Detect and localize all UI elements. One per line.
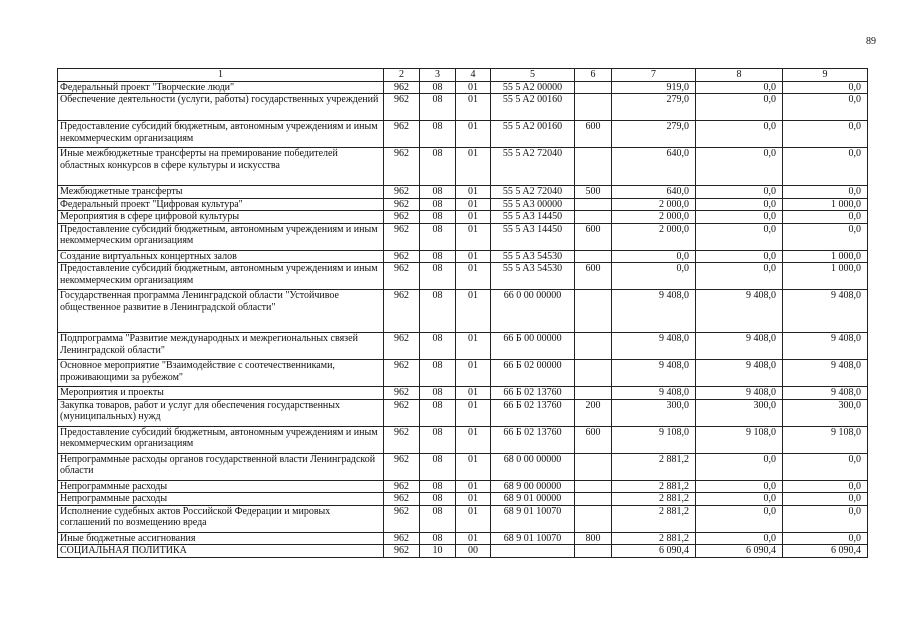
- code-expense-type: 600: [575, 121, 612, 148]
- row-name: Мероприятия и проекты: [58, 387, 384, 400]
- code-expense-type: [575, 81, 612, 94]
- amount-year-2: 0,0: [696, 493, 783, 506]
- amount-year-3: 0,0: [783, 532, 868, 545]
- code-subsection: 01: [456, 360, 491, 387]
- code-ved: 962: [384, 263, 420, 290]
- code-ved: 962: [384, 94, 420, 121]
- row-name: Непрограммные расходы: [58, 493, 384, 506]
- amount-year-3: 0,0: [783, 480, 868, 493]
- code-expense-type: [575, 94, 612, 121]
- code-target: 55 5 A3 54530: [491, 250, 575, 263]
- amount-year-1: 300,0: [612, 399, 696, 426]
- amount-year-2: 0,0: [696, 148, 783, 186]
- table-row: [58, 223, 868, 250]
- code-section: 08: [420, 94, 456, 121]
- table-row: [58, 121, 868, 148]
- code-expense-type: 600: [575, 263, 612, 290]
- amount-year-3: 0,0: [783, 148, 868, 186]
- amount-year-3: 0,0: [783, 94, 868, 121]
- table-row: [58, 480, 868, 493]
- code-expense-type: [575, 493, 612, 506]
- code-target: 68 9 01 10070: [491, 505, 575, 532]
- code-target: 55 5 A3 14450: [491, 211, 575, 224]
- code-ved: 962: [384, 493, 420, 506]
- table-row: [58, 94, 868, 121]
- code-target: 55 5 A3 00000: [491, 198, 575, 211]
- amount-year-1: 9 408,0: [612, 333, 696, 360]
- amount-year-1: 279,0: [612, 94, 696, 121]
- column-header: 5: [491, 69, 575, 82]
- amount-year-3: 0,0: [783, 121, 868, 148]
- column-header: 3: [420, 69, 456, 82]
- amount-year-3: 6 090,4: [783, 545, 868, 558]
- amount-year-2: 9 108,0: [696, 426, 783, 453]
- code-expense-type: [575, 148, 612, 186]
- table-row: [58, 532, 868, 545]
- code-section: 08: [420, 453, 456, 480]
- amount-year-1: 9 408,0: [612, 360, 696, 387]
- amount-year-1: 0,0: [612, 250, 696, 263]
- code-expense-type: 600: [575, 426, 612, 453]
- code-expense-type: [575, 290, 612, 333]
- row-name: Федеральный проект "Цифровая культура": [58, 198, 384, 211]
- code-section: 08: [420, 505, 456, 532]
- amount-year-2: 0,0: [696, 480, 783, 493]
- code-target: 55 5 A2 72040: [491, 186, 575, 199]
- code-subsection: 01: [456, 211, 491, 224]
- row-name: Предоставление субсидий бюджетным, автономным учреждениям и иным некоммерческим организациям: [58, 121, 384, 148]
- code-ved: 962: [384, 333, 420, 360]
- row-name: Подпрограмма "Развитие международных и межрегиональных связей Ленинградской области": [58, 333, 384, 360]
- code-section: 08: [420, 121, 456, 148]
- amount-year-1: 2 881,2: [612, 453, 696, 480]
- page-number: 89: [866, 36, 876, 47]
- code-expense-type: [575, 198, 612, 211]
- table-row: [58, 81, 868, 94]
- code-expense-type: [575, 505, 612, 532]
- table-row: [58, 148, 868, 186]
- code-ved: 962: [384, 545, 420, 558]
- code-target: 66 0 00 00000: [491, 290, 575, 333]
- code-section: 08: [420, 263, 456, 290]
- code-subsection: 00: [456, 545, 491, 558]
- row-name: СОЦИАЛЬНАЯ ПОЛИТИКА: [58, 545, 384, 558]
- amount-year-3: 300,0: [783, 399, 868, 426]
- code-subsection: 01: [456, 94, 491, 121]
- code-section: 08: [420, 198, 456, 211]
- amount-year-1: 6 090,4: [612, 545, 696, 558]
- code-expense-type: 200: [575, 399, 612, 426]
- amount-year-2: 0,0: [696, 532, 783, 545]
- row-name: Непрограммные расходы: [58, 480, 384, 493]
- code-section: 08: [420, 360, 456, 387]
- code-ved: 962: [384, 480, 420, 493]
- code-target: 68 9 00 00000: [491, 480, 575, 493]
- code-target: 55 5 A2 00160: [491, 94, 575, 121]
- code-ved: 962: [384, 290, 420, 333]
- table-row: [58, 290, 868, 333]
- code-target: 66 Б 00 00000: [491, 333, 575, 360]
- code-section: 08: [420, 333, 456, 360]
- code-subsection: 01: [456, 532, 491, 545]
- code-subsection: 01: [456, 121, 491, 148]
- amount-year-3: 1 000,0: [783, 263, 868, 290]
- code-ved: 962: [384, 223, 420, 250]
- code-ved: 962: [384, 121, 420, 148]
- code-section: 08: [420, 532, 456, 545]
- table-row: [58, 198, 868, 211]
- row-name: Предоставление субсидий бюджетным, автономным учреждениям и иным некоммерческим организациям: [58, 223, 384, 250]
- code-target: 68 9 01 10070: [491, 532, 575, 545]
- code-target: 68 9 01 00000: [491, 493, 575, 506]
- amount-year-2: 0,0: [696, 505, 783, 532]
- row-name: Иные межбюджетные трансферты на премирование победителей областных конкурсов в сфере культуры и искусства: [58, 148, 384, 186]
- amount-year-2: 9 408,0: [696, 290, 783, 333]
- amount-year-3: 0,0: [783, 186, 868, 199]
- amount-year-1: 2 000,0: [612, 198, 696, 211]
- row-name: Непрограммные расходы органов государственной власти Ленинградской области: [58, 453, 384, 480]
- row-name: Создание виртуальных концертных залов: [58, 250, 384, 263]
- code-subsection: 01: [456, 250, 491, 263]
- amount-year-3: 9 408,0: [783, 387, 868, 400]
- row-name: Федеральный проект "Творческие люди": [58, 81, 384, 94]
- code-expense-type: [575, 360, 612, 387]
- amount-year-3: 9 408,0: [783, 333, 868, 360]
- code-ved: 962: [384, 148, 420, 186]
- amount-year-1: 9 408,0: [612, 290, 696, 333]
- amount-year-1: 640,0: [612, 186, 696, 199]
- column-number-row: [58, 69, 868, 82]
- code-expense-type: 500: [575, 186, 612, 199]
- code-target: 68 0 00 00000: [491, 453, 575, 480]
- amount-year-1: 2 000,0: [612, 211, 696, 224]
- code-subsection: 01: [456, 263, 491, 290]
- code-target: [491, 545, 575, 558]
- code-expense-type: [575, 480, 612, 493]
- code-section: 08: [420, 211, 456, 224]
- amount-year-1: 919,0: [612, 81, 696, 94]
- code-expense-type: 800: [575, 532, 612, 545]
- code-ved: 962: [384, 198, 420, 211]
- code-expense-type: 600: [575, 223, 612, 250]
- amount-year-1: 2 881,2: [612, 532, 696, 545]
- amount-year-2: 6 090,4: [696, 545, 783, 558]
- code-target: 55 5 A3 14450: [491, 223, 575, 250]
- row-name: Мероприятия в сфере цифровой культуры: [58, 211, 384, 224]
- code-ved: 962: [384, 399, 420, 426]
- code-ved: 962: [384, 505, 420, 532]
- column-header: 4: [456, 69, 491, 82]
- amount-year-1: 2 881,2: [612, 493, 696, 506]
- amount-year-2: 0,0: [696, 186, 783, 199]
- amount-year-3: 0,0: [783, 211, 868, 224]
- code-subsection: 01: [456, 148, 491, 186]
- code-target: 55 5 A2 00160: [491, 121, 575, 148]
- amount-year-3: 9 408,0: [783, 360, 868, 387]
- amount-year-2: 9 408,0: [696, 387, 783, 400]
- row-name: Предоставление субсидий бюджетным, автономным учреждениям и иным некоммерческим организациям: [58, 263, 384, 290]
- amount-year-2: 0,0: [696, 250, 783, 263]
- table-row: [58, 426, 868, 453]
- code-section: 08: [420, 81, 456, 94]
- table-row: [58, 493, 868, 506]
- amount-year-1: 2 000,0: [612, 223, 696, 250]
- code-subsection: 01: [456, 426, 491, 453]
- amount-year-2: 0,0: [696, 81, 783, 94]
- amount-year-1: 2 881,2: [612, 505, 696, 532]
- amount-year-2: 0,0: [696, 94, 783, 121]
- amount-year-1: 0,0: [612, 263, 696, 290]
- amount-year-3: 0,0: [783, 81, 868, 94]
- amount-year-3: 0,0: [783, 223, 868, 250]
- code-target: 66 Б 02 13760: [491, 399, 575, 426]
- code-subsection: 01: [456, 387, 491, 400]
- code-ved: 962: [384, 186, 420, 199]
- row-name: Межбюджетные трансферты: [58, 186, 384, 199]
- budget-table: [57, 68, 868, 558]
- amount-year-3: 0,0: [783, 505, 868, 532]
- code-subsection: 01: [456, 480, 491, 493]
- code-section: 08: [420, 148, 456, 186]
- amount-year-1: 9 108,0: [612, 426, 696, 453]
- row-name: Основное мероприятие "Взаимодействие с соотечественниками, проживающими за рубежом": [58, 360, 384, 387]
- code-ved: 962: [384, 532, 420, 545]
- row-name: Закупка товаров, работ и услуг для обеспечения государственных (муниципальных) нужд: [58, 399, 384, 426]
- code-ved: 962: [384, 453, 420, 480]
- row-name: Обеспечение деятельности (услуги, работы) государственных учреждений: [58, 94, 384, 121]
- column-header: 2: [384, 69, 420, 82]
- code-subsection: 01: [456, 493, 491, 506]
- amount-year-2: 300,0: [696, 399, 783, 426]
- code-target: 66 Б 02 00000: [491, 360, 575, 387]
- code-target: 55 5 A2 72040: [491, 148, 575, 186]
- code-section: 08: [420, 250, 456, 263]
- amount-year-1: 279,0: [612, 121, 696, 148]
- code-subsection: 01: [456, 453, 491, 480]
- code-expense-type: [575, 250, 612, 263]
- table-row: [58, 211, 868, 224]
- code-target: 66 Б 02 13760: [491, 387, 575, 400]
- code-subsection: 01: [456, 223, 491, 250]
- code-target: 66 Б 02 13760: [491, 426, 575, 453]
- code-expense-type: [575, 333, 612, 360]
- table-row: [58, 360, 868, 387]
- code-expense-type: [575, 545, 612, 558]
- code-ved: 962: [384, 426, 420, 453]
- table-row: [58, 387, 868, 400]
- code-section: 08: [420, 399, 456, 426]
- code-section: 08: [420, 290, 456, 333]
- amount-year-2: 9 408,0: [696, 333, 783, 360]
- code-section: 08: [420, 186, 456, 199]
- amount-year-2: 9 408,0: [696, 360, 783, 387]
- code-subsection: 01: [456, 290, 491, 333]
- table-row: [58, 453, 868, 480]
- amount-year-3: 1 000,0: [783, 250, 868, 263]
- code-ved: 962: [384, 250, 420, 263]
- table-row: [58, 263, 868, 290]
- table-row: [58, 505, 868, 532]
- code-ved: 962: [384, 387, 420, 400]
- code-ved: 962: [384, 360, 420, 387]
- code-target: 55 5 A2 00000: [491, 81, 575, 94]
- code-expense-type: [575, 453, 612, 480]
- code-expense-type: [575, 387, 612, 400]
- table-row: [58, 545, 868, 558]
- code-subsection: 01: [456, 186, 491, 199]
- column-header: 9: [783, 69, 868, 82]
- table-row: [58, 399, 868, 426]
- code-section: 08: [420, 493, 456, 506]
- amount-year-2: 0,0: [696, 453, 783, 480]
- code-ved: 962: [384, 211, 420, 224]
- table-row: [58, 250, 868, 263]
- row-name: Предоставление субсидий бюджетным, автономным учреждениям и иным некоммерческим организациям: [58, 426, 384, 453]
- amount-year-3: 9 108,0: [783, 426, 868, 453]
- code-section: 08: [420, 223, 456, 250]
- table-row: [58, 186, 868, 199]
- amount-year-2: 0,0: [696, 223, 783, 250]
- amount-year-2: 0,0: [696, 121, 783, 148]
- amount-year-1: 9 408,0: [612, 387, 696, 400]
- column-header: 7: [612, 69, 696, 82]
- amount-year-3: 9 408,0: [783, 290, 868, 333]
- code-section: 10: [420, 545, 456, 558]
- amount-year-3: 0,0: [783, 453, 868, 480]
- row-name: Иные бюджетные ассигнования: [58, 532, 384, 545]
- code-section: 08: [420, 387, 456, 400]
- table-row: [58, 333, 868, 360]
- column-header: 8: [696, 69, 783, 82]
- amount-year-3: 0,0: [783, 493, 868, 506]
- code-subsection: 01: [456, 333, 491, 360]
- amount-year-2: 0,0: [696, 263, 783, 290]
- column-header: 1: [58, 69, 384, 82]
- code-subsection: 01: [456, 399, 491, 426]
- code-subsection: 01: [456, 505, 491, 532]
- code-subsection: 01: [456, 81, 491, 94]
- amount-year-2: 0,0: [696, 211, 783, 224]
- code-target: 55 5 A3 54530: [491, 263, 575, 290]
- row-name: Государственная программа Ленинградской области "Устойчивое общественное развитие в Ленинградской области": [58, 290, 384, 333]
- amount-year-1: 640,0: [612, 148, 696, 186]
- amount-year-2: 0,0: [696, 198, 783, 211]
- row-name: Исполнение судебных актов Российской Федерации и мировых соглашений по возмещению вреда: [58, 505, 384, 532]
- code-expense-type: [575, 211, 612, 224]
- code-section: 08: [420, 426, 456, 453]
- code-subsection: 01: [456, 198, 491, 211]
- amount-year-3: 1 000,0: [783, 198, 868, 211]
- code-ved: 962: [384, 81, 420, 94]
- column-header: 6: [575, 69, 612, 82]
- code-section: 08: [420, 480, 456, 493]
- amount-year-1: 2 881,2: [612, 480, 696, 493]
